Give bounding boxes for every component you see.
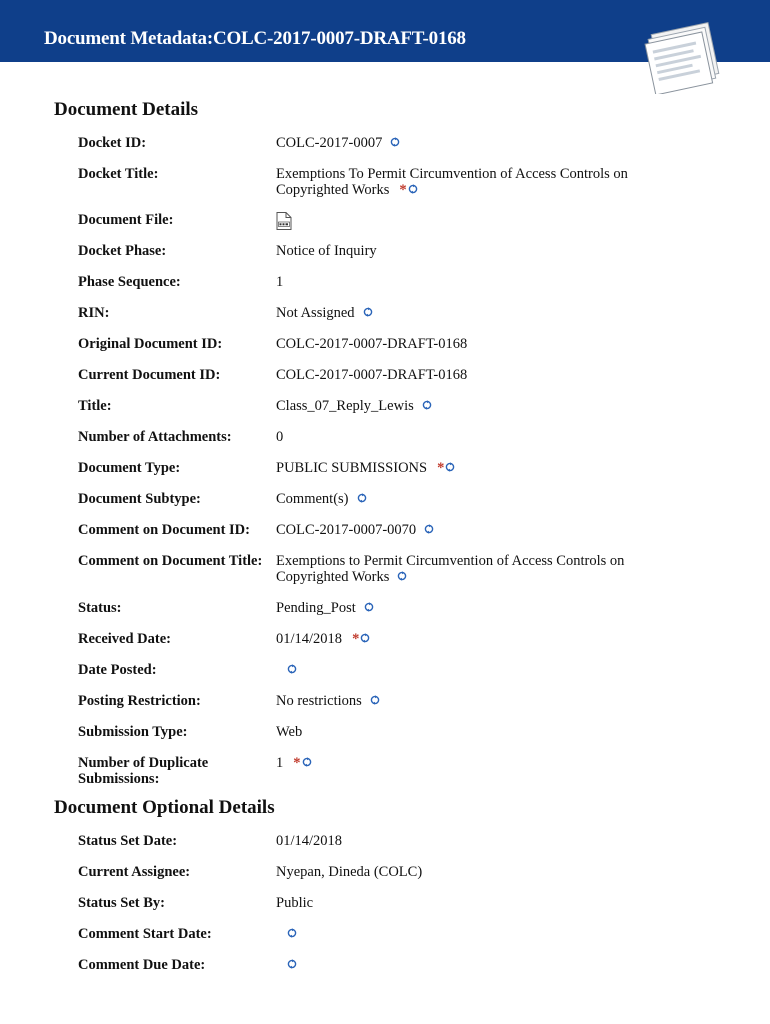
field-label-document-file: Document File: <box>78 212 174 228</box>
field-label-rin: RIN: <box>78 305 110 321</box>
refresh-icon[interactable] <box>390 135 400 145</box>
field-value-text: Comment(s) <box>276 491 349 507</box>
field-label-comment-on-document-title: Comment on Document Title: <box>78 553 263 569</box>
document-optional-details-heading: Document Optional Details <box>54 797 275 818</box>
field-label-submission-type: Submission Type: <box>78 724 188 740</box>
field-label-received-date: Received Date: <box>78 631 171 647</box>
field-label-phase-sequence: Phase Sequence: <box>78 274 181 290</box>
field-label-docket-phase: Docket Phase: <box>78 243 167 259</box>
field-label-date-posted: Date Posted: <box>78 662 157 678</box>
field-value-text: Class_07_Reply_Lewis <box>276 398 414 414</box>
field-value-text: COLC-2017-0007-DRAFT-0168 <box>276 336 468 352</box>
refresh-icon[interactable] <box>364 600 374 610</box>
field-value-docket-title <box>276 166 656 198</box>
field-value-comment-on-document-title <box>276 553 656 585</box>
field-value-text: COLC-2017-0007-0070 <box>276 522 417 538</box>
field-value-status <box>276 600 656 616</box>
refresh-icon[interactable] <box>360 631 370 641</box>
field-value-submission-type <box>276 724 656 740</box>
field-value-current-document-id <box>276 367 656 383</box>
field-label-number-of-duplicate-submissions: Number of Duplicate Submissions: <box>78 755 209 787</box>
field-value-text: PUBLIC SUBMISSIONS <box>276 460 428 476</box>
required-star: * <box>352 631 360 647</box>
pdf-file-icon[interactable] <box>276 212 292 230</box>
refresh-icon[interactable] <box>422 398 432 408</box>
field-label-docket-title: Docket Title: <box>78 166 159 182</box>
refresh-icon[interactable] <box>357 491 367 501</box>
required-star: * <box>293 755 301 771</box>
field-value-comment-due-date <box>276 957 656 973</box>
field-value-rin <box>276 305 656 321</box>
field-value-text: Public <box>276 895 314 911</box>
field-value-document-file <box>276 212 656 230</box>
field-value-status-set-date <box>276 833 656 849</box>
field-label-document-type: Document Type: <box>78 460 181 476</box>
field-label-status: Status: <box>78 600 122 616</box>
field-value-text: Not Assigned <box>276 305 355 321</box>
field-value-document-type <box>276 460 656 476</box>
field-value-docket-phase <box>276 243 656 259</box>
field-value-text: 01/14/2018 <box>276 631 343 647</box>
refresh-icon[interactable] <box>445 460 455 470</box>
refresh-icon[interactable] <box>287 662 297 672</box>
field-value-number-of-duplicate-submissions <box>276 755 656 771</box>
field-value-text: 0 <box>276 429 284 445</box>
field-value-text: COLC-2017-0007-DRAFT-0168 <box>276 367 468 383</box>
field-value-phase-sequence <box>276 274 656 290</box>
refresh-icon[interactable] <box>424 522 434 532</box>
field-value-text: Nyepan, Dineda (COLC) <box>276 864 423 880</box>
field-value-number-of-attachments <box>276 429 656 445</box>
field-value-received-date <box>276 631 656 647</box>
field-value-status-set-by <box>276 895 656 911</box>
field-label-number-of-attachments: Number of Attachments: <box>78 429 232 445</box>
field-value-comment-on-document-id <box>276 522 656 538</box>
field-value-text: Exemptions To Permit Circumvention of Access Controls on Copyrighted Works <box>276 166 628 198</box>
field-value-text: 01/14/2018 <box>276 833 343 849</box>
required-star: * <box>437 460 445 476</box>
field-value-text: 1 <box>276 274 284 290</box>
refresh-icon[interactable] <box>302 755 312 765</box>
refresh-icon[interactable] <box>408 182 418 192</box>
refresh-icon[interactable] <box>397 569 407 579</box>
field-value-text: COLC-2017-0007 <box>276 135 383 151</box>
field-label-status-set-date: Status Set Date: <box>78 833 178 849</box>
field-label-current-assignee: Current Assignee: <box>78 864 191 880</box>
refresh-icon[interactable] <box>363 305 373 315</box>
field-label-current-document-id: Current Document ID: <box>78 367 221 383</box>
field-value-text: Pending_Post <box>276 600 356 616</box>
field-value-comment-start-date <box>276 926 656 942</box>
field-label-status-set-by: Status Set By: <box>78 895 166 911</box>
field-label-docket-id: Docket ID: <box>78 135 147 151</box>
field-value-date-posted <box>276 662 656 678</box>
document-details-heading: Document Details <box>54 99 199 120</box>
refresh-icon[interactable] <box>287 957 297 967</box>
field-value-current-assignee <box>276 864 656 880</box>
field-value-text: Exemptions to Permit Circumvention of Access Controls on Copyrighted Works <box>276 553 625 585</box>
field-value-text: Notice of Inquiry <box>276 243 377 259</box>
refresh-icon[interactable] <box>370 693 380 703</box>
field-label-document-subtype: Document Subtype: <box>78 491 201 507</box>
field-label-comment-due-date: Comment Due Date: <box>78 957 206 973</box>
page-title: Document Metadata:COLC-2017-0007-DRAFT-0168 <box>44 28 466 49</box>
refresh-icon[interactable] <box>287 926 297 936</box>
field-value-docket-id <box>276 135 656 151</box>
required-star: * <box>399 182 407 198</box>
field-label-comment-on-document-id: Comment on Document ID: <box>78 522 250 538</box>
field-label-title: Title: <box>78 398 112 414</box>
field-label-original-document-id: Original Document ID: <box>78 336 223 352</box>
field-label-posting-restriction: Posting Restriction: <box>78 693 201 709</box>
field-value-text: 1 <box>276 755 284 771</box>
field-value-text: No restrictions <box>276 693 362 709</box>
field-value-document-subtype <box>276 491 656 507</box>
field-value-posting-restriction <box>276 693 656 709</box>
field-label-comment-start-date: Comment Start Date: <box>78 926 212 942</box>
field-value-text: Web <box>276 724 303 740</box>
field-value-original-document-id <box>276 336 656 352</box>
document-pages-icon <box>640 14 730 94</box>
field-value-title <box>276 398 656 414</box>
